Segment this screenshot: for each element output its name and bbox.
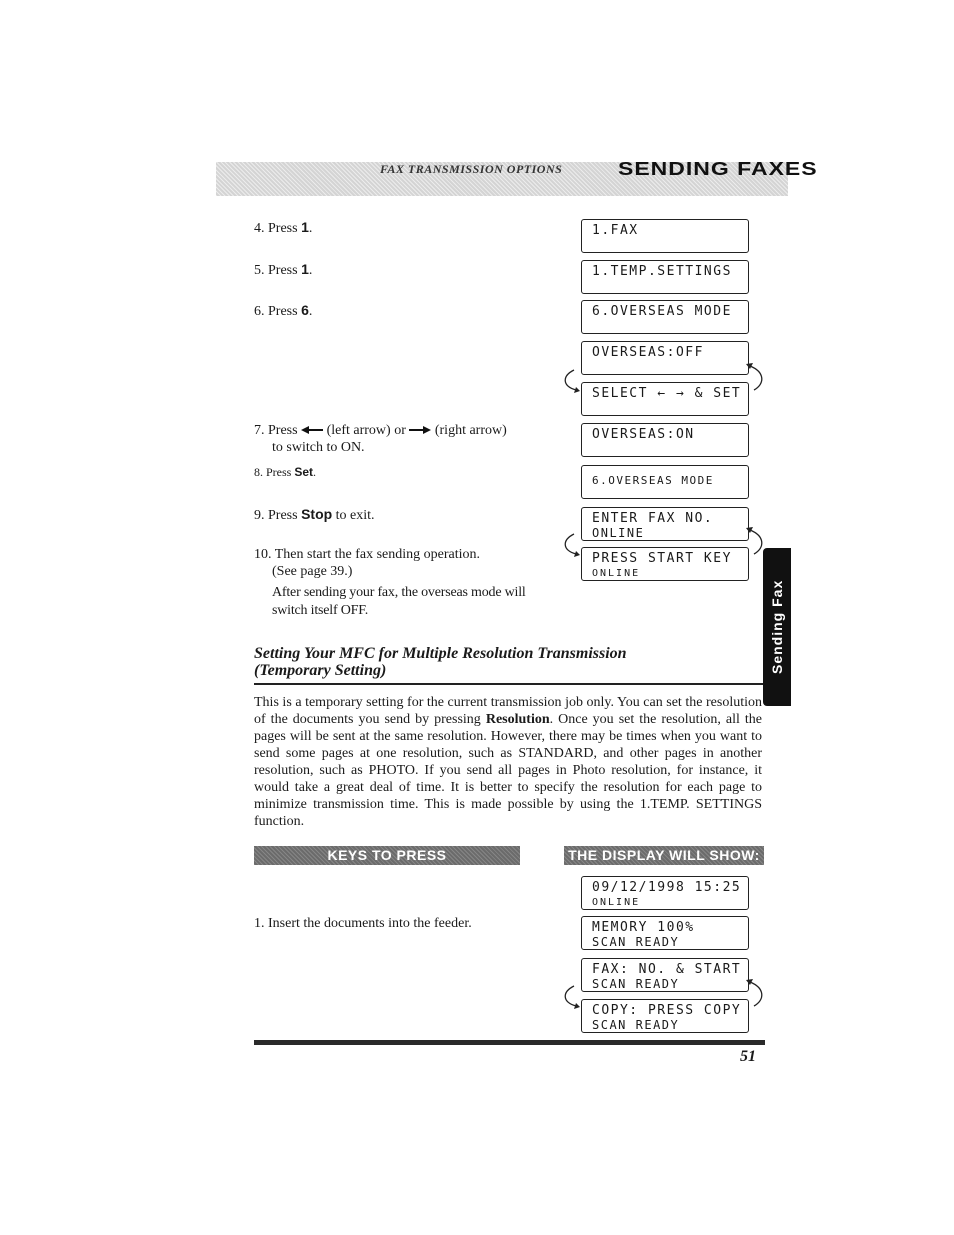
lcd-display: SELECT ← → & SET (581, 382, 749, 416)
lcd-display: COPY: PRESS COPY SCAN READY (581, 999, 749, 1033)
step-8: 8. Press Set. (254, 465, 317, 479)
section-paragraph: This is a temporary setting for the current transmission job only. You can set the resolution of the documents you send by pressing Resolution. Once you set the resolution, all the pages will be sent at the same resolution. However, there may be times when you want to send some pages at one resolution, such as STANDARD, and other pages in another resolution, such as PHOTO. If you send all pages in Photo resolution, for instance, it would take a great deal of time. It is better to specify the resolution for each page to minimize transmission time. This is made possible by using the 1.TEMP. SETTINGS function. (254, 695, 762, 829)
header-title: SENDING FAXES (618, 158, 818, 179)
lcd-display: 09/12/1998 15:25 ONLINE (581, 876, 749, 910)
cycle-arrows-icon (560, 974, 770, 1019)
keys-to-press-bar: KEYS TO PRESS (254, 846, 520, 865)
step-5: 5. Press 1. (254, 261, 313, 278)
overseas-note: After sending your fax, the overseas mode will switch itself OFF. (272, 585, 526, 618)
lcd-display: 6.OVERSEAS MODE (581, 465, 749, 499)
section-title: Setting Your MFC for Multiple Resolution Transmission (Temporary Setting) (254, 645, 627, 679)
left-arrow-icon (301, 422, 323, 439)
page-number: 51 (740, 1048, 756, 1065)
footer-rule (254, 1040, 765, 1045)
lcd-display: FAX: NO. & START SCAN READY (581, 958, 749, 992)
side-tab: Sending Fax (763, 548, 791, 706)
right-arrow-icon (409, 422, 431, 439)
lcd-display: MEMORY 100% SCAN READY (581, 916, 749, 950)
lcd-display: 6.OVERSEAS MODE (581, 300, 749, 334)
cycle-arrows-icon (560, 358, 770, 403)
display-will-show-bar: THE DISPLAY WILL SHOW: (564, 846, 764, 865)
step-6: 6. Press 6. (254, 302, 313, 319)
header-subtitle: FAX TRANSMISSION OPTIONS (380, 162, 563, 176)
step-7: 7. Press (left arrow) or (right arrow) to switch to ON. (254, 423, 507, 456)
step-9: 9. Press Stop to exit. (254, 506, 375, 523)
lcd-display: OVERSEAS:ON (581, 423, 749, 457)
lcd-display: 1.TEMP.SETTINGS (581, 260, 749, 294)
step-insert-documents: 1. Insert the documents into the feeder. (254, 916, 472, 931)
step-4: 4. Press 1. (254, 219, 313, 236)
lcd-display: OVERSEAS:OFF (581, 341, 749, 375)
lcd-display: PRESS START KEY ONLINE (581, 547, 749, 581)
cycle-arrows-icon (560, 522, 770, 567)
lcd-display: 1.FAX (581, 219, 749, 253)
step-10: 10. Then start the fax sending operation. (See page 39.) (254, 547, 481, 579)
section-divider (254, 683, 764, 685)
lcd-display: ENTER FAX NO. ONLINE (581, 507, 749, 541)
